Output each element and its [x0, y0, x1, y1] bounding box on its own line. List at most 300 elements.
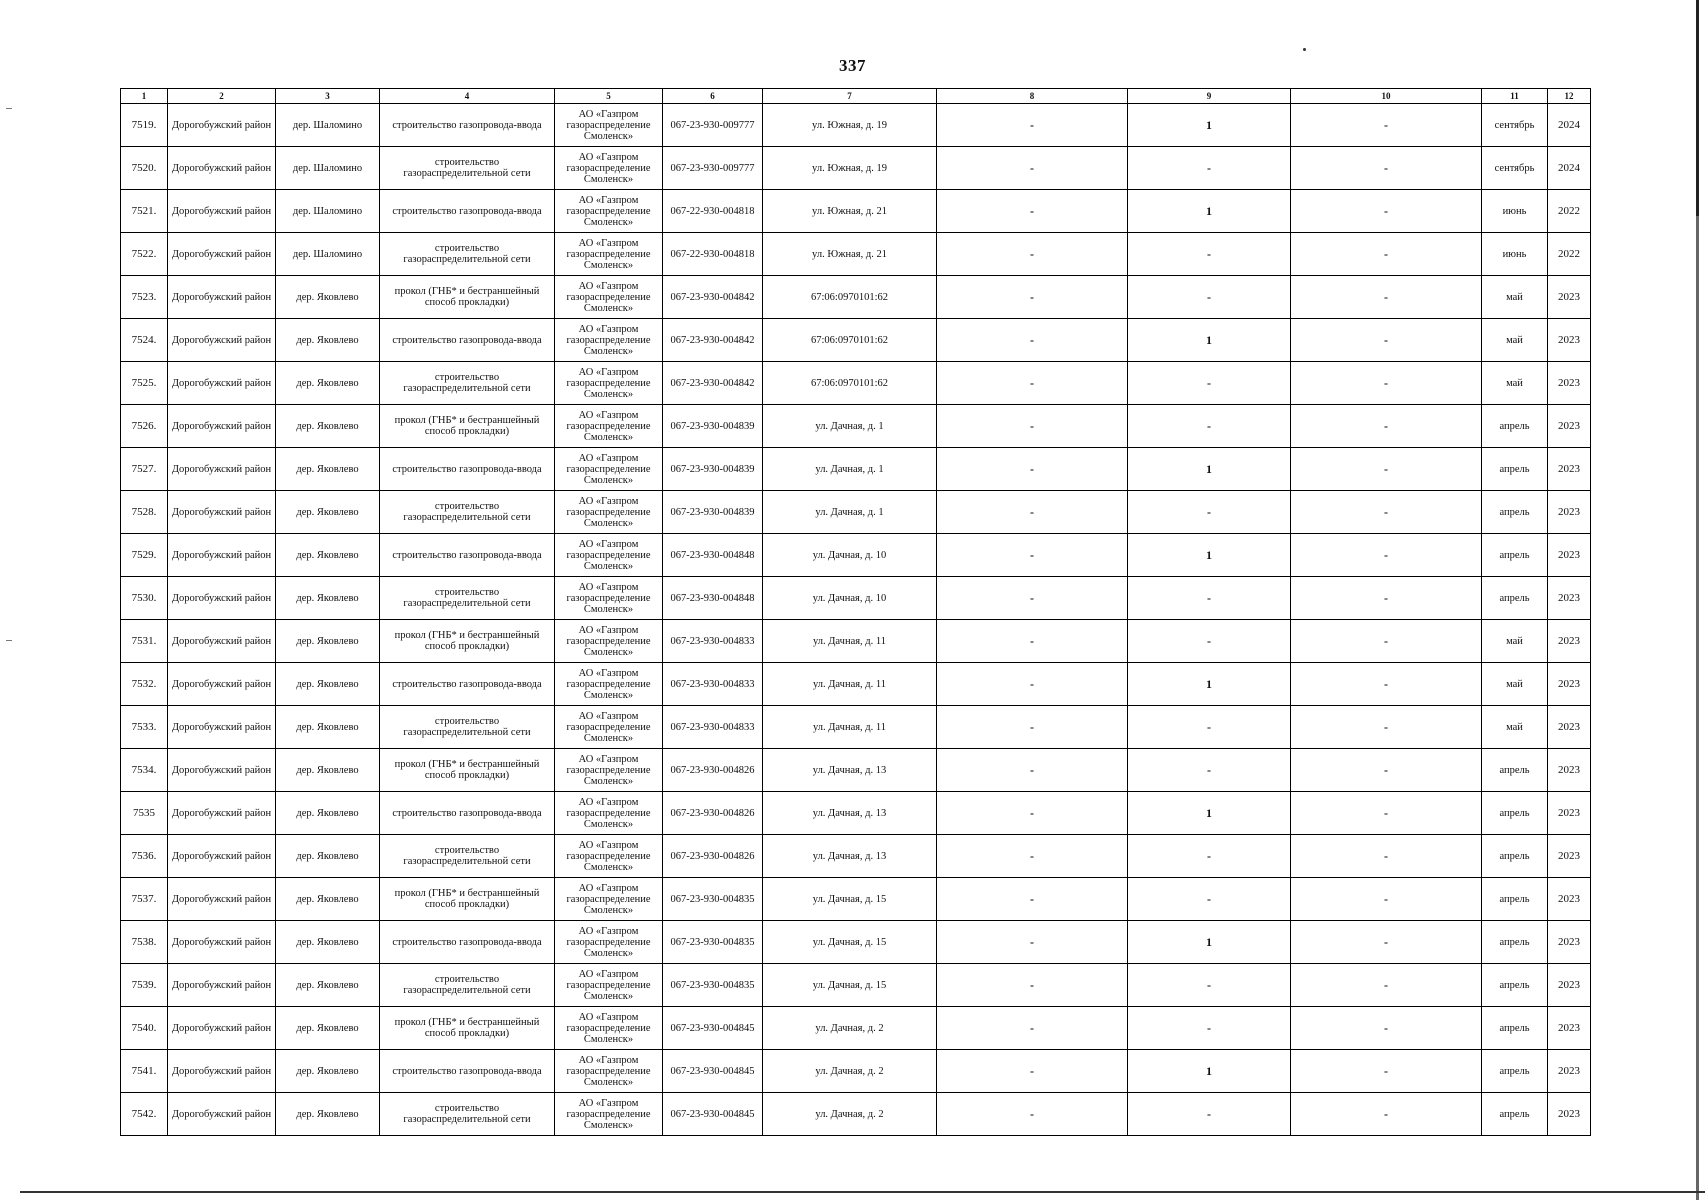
- district-cell: Дорогобужский район: [168, 835, 276, 878]
- year-cell: 2023: [1548, 319, 1591, 362]
- year-cell: 2023: [1548, 1007, 1591, 1050]
- month-cell: сентябрь: [1482, 104, 1548, 147]
- table-row: [121, 362, 1591, 405]
- work-type-cell: строительство газопровода-ввода: [380, 104, 555, 147]
- work-type-cell: строительство газораспределительной сети: [380, 1093, 555, 1136]
- column-header-7: 7: [763, 89, 937, 104]
- month-cell: апрель: [1482, 1007, 1548, 1050]
- application-number-cell: 067-23-930-004826: [663, 749, 763, 792]
- col-9-value-cell: -: [1128, 276, 1291, 319]
- organization-cell: АО «Газпром газораспределение Смоленск»: [555, 491, 663, 534]
- col-9-value-cell: 1: [1128, 534, 1291, 577]
- district-cell: Дорогобужский район: [168, 749, 276, 792]
- table-row: [121, 1093, 1591, 1136]
- month-cell: май: [1482, 663, 1548, 706]
- district-cell: Дорогобужский район: [168, 663, 276, 706]
- district-cell: Дорогобужский район: [168, 147, 276, 190]
- month-cell: апрель: [1482, 1093, 1548, 1136]
- table-row: [121, 190, 1591, 233]
- organization-cell: АО «Газпром газораспределение Смоленск»: [555, 577, 663, 620]
- organization-cell: АО «Газпром газораспределение Смоленск»: [555, 792, 663, 835]
- address-cell: ул. Дачная, д. 1: [763, 491, 937, 534]
- col-9-value-cell: -: [1128, 1093, 1291, 1136]
- work-type-cell: строительство газопровода-ввода: [380, 319, 555, 362]
- year-cell: 2023: [1548, 964, 1591, 1007]
- work-type-cell: строительство газораспределительной сети: [380, 964, 555, 1007]
- table-row: [121, 792, 1591, 835]
- col-10-value-cell: -: [1291, 964, 1482, 1007]
- col-8-value-cell: -: [937, 835, 1128, 878]
- year-cell: 2023: [1548, 921, 1591, 964]
- settlement-cell: дер. Яковлево: [276, 620, 380, 663]
- col-9-value-cell: -: [1128, 577, 1291, 620]
- work-type-cell: строительство газораспределительной сети: [380, 706, 555, 749]
- organization-cell: АО «Газпром газораспределение Смоленск»: [555, 104, 663, 147]
- table-row: [121, 620, 1591, 663]
- col-9-value-cell: -: [1128, 620, 1291, 663]
- col-10-value-cell: -: [1291, 534, 1482, 577]
- col-8-value-cell: -: [937, 878, 1128, 921]
- year-cell: 2023: [1548, 276, 1591, 319]
- address-cell: ул. Дачная, д. 10: [763, 534, 937, 577]
- district-cell: Дорогобужский район: [168, 362, 276, 405]
- year-cell: 2023: [1548, 835, 1591, 878]
- table-row: [121, 319, 1591, 362]
- year-cell: 2022: [1548, 190, 1591, 233]
- col-10-value-cell: -: [1291, 620, 1482, 663]
- column-header-10: 10: [1291, 89, 1482, 104]
- application-number-cell: 067-23-930-009777: [663, 104, 763, 147]
- address-cell: ул. Дачная, д. 11: [763, 663, 937, 706]
- col-10-value-cell: -: [1291, 405, 1482, 448]
- row-number-cell: 7539.: [121, 964, 168, 1007]
- col-8-value-cell: -: [937, 147, 1128, 190]
- organization-cell: АО «Газпром газораспределение Смоленск»: [555, 147, 663, 190]
- col-8-value-cell: -: [937, 448, 1128, 491]
- work-type-cell: строительство газопровода-ввода: [380, 792, 555, 835]
- row-number-cell: 7537.: [121, 878, 168, 921]
- col-9-value-cell: 1: [1128, 663, 1291, 706]
- table-row: [121, 878, 1591, 921]
- district-cell: Дорогобужский район: [168, 491, 276, 534]
- col-9-value-cell: -: [1128, 147, 1291, 190]
- application-number-cell: 067-23-930-004839: [663, 491, 763, 534]
- row-number-cell: 7528.: [121, 491, 168, 534]
- month-cell: апрель: [1482, 835, 1548, 878]
- organization-cell: АО «Газпром газораспределение Смоленск»: [555, 1093, 663, 1136]
- table-row: [121, 233, 1591, 276]
- col-9-value-cell: -: [1128, 964, 1291, 1007]
- month-cell: апрель: [1482, 448, 1548, 491]
- col-8-value-cell: -: [937, 491, 1128, 534]
- table-row: [121, 577, 1591, 620]
- year-cell: 2023: [1548, 491, 1591, 534]
- col-8-value-cell: -: [937, 104, 1128, 147]
- settlement-cell: дер. Яковлево: [276, 319, 380, 362]
- table-row: [121, 835, 1591, 878]
- work-type-cell: строительство газораспределительной сети: [380, 362, 555, 405]
- settlement-cell: дер. Яковлево: [276, 964, 380, 1007]
- organization-cell: АО «Газпром газораспределение Смоленск»: [555, 276, 663, 319]
- col-10-value-cell: -: [1291, 147, 1482, 190]
- district-cell: Дорогобужский район: [168, 1007, 276, 1050]
- table-row: [121, 706, 1591, 749]
- district-cell: Дорогобужский район: [168, 577, 276, 620]
- month-cell: апрель: [1482, 749, 1548, 792]
- col-8-value-cell: -: [937, 620, 1128, 663]
- address-cell: ул. Дачная, д. 13: [763, 792, 937, 835]
- col-8-value-cell: -: [937, 663, 1128, 706]
- settlement-cell: дер. Яковлево: [276, 706, 380, 749]
- settlement-cell: дер. Яковлево: [276, 835, 380, 878]
- row-number-cell: 7523.: [121, 276, 168, 319]
- row-number-cell: 7519.: [121, 104, 168, 147]
- organization-cell: АО «Газпром газораспределение Смоленск»: [555, 233, 663, 276]
- year-cell: 2024: [1548, 104, 1591, 147]
- col-10-value-cell: -: [1291, 706, 1482, 749]
- table-row: [121, 448, 1591, 491]
- work-type-cell: прокол (ГНБ* и бестраншейный способ прокладки): [380, 620, 555, 663]
- col-8-value-cell: -: [937, 362, 1128, 405]
- application-number-cell: 067-23-930-004833: [663, 620, 763, 663]
- row-number-cell: 7534.: [121, 749, 168, 792]
- settlement-cell: дер. Шаломино: [276, 233, 380, 276]
- col-10-value-cell: -: [1291, 104, 1482, 147]
- organization-cell: АО «Газпром газораспределение Смоленск»: [555, 405, 663, 448]
- organization-cell: АО «Газпром газораспределение Смоленск»: [555, 448, 663, 491]
- table-row: [121, 104, 1591, 147]
- col-10-value-cell: -: [1291, 1050, 1482, 1093]
- table-row: [121, 749, 1591, 792]
- month-cell: апрель: [1482, 405, 1548, 448]
- table-row: [121, 1050, 1591, 1093]
- organization-cell: АО «Газпром газораспределение Смоленск»: [555, 319, 663, 362]
- scan-left-mark: [6, 108, 12, 109]
- year-cell: 2023: [1548, 577, 1591, 620]
- table-row: [121, 663, 1591, 706]
- organization-cell: АО «Газпром газораспределение Смоленск»: [555, 835, 663, 878]
- year-cell: 2023: [1548, 362, 1591, 405]
- col-9-value-cell: 1: [1128, 104, 1291, 147]
- district-cell: Дорогобужский район: [168, 921, 276, 964]
- district-cell: Дорогобужский район: [168, 190, 276, 233]
- column-header-6: 6: [663, 89, 763, 104]
- column-header-8: 8: [937, 89, 1128, 104]
- row-number-cell: 7533.: [121, 706, 168, 749]
- settlement-cell: дер. Яковлево: [276, 1050, 380, 1093]
- work-type-cell: строительство газораспределительной сети: [380, 577, 555, 620]
- year-cell: 2023: [1548, 792, 1591, 835]
- col-10-value-cell: -: [1291, 362, 1482, 405]
- table-header: [121, 89, 1591, 104]
- address-cell: ул. Южная, д. 19: [763, 147, 937, 190]
- work-type-cell: прокол (ГНБ* и бестраншейный способ прокладки): [380, 1007, 555, 1050]
- column-header-1: 1: [121, 89, 168, 104]
- address-cell: ул. Южная, д. 21: [763, 190, 937, 233]
- col-8-value-cell: -: [937, 1093, 1128, 1136]
- organization-cell: АО «Газпром газораспределение Смоленск»: [555, 964, 663, 1007]
- year-cell: 2023: [1548, 749, 1591, 792]
- month-cell: май: [1482, 620, 1548, 663]
- row-number-cell: 7540.: [121, 1007, 168, 1050]
- work-type-cell: строительство газопровода-ввода: [380, 1050, 555, 1093]
- column-header-2: 2: [168, 89, 276, 104]
- work-type-cell: строительство газораспределительной сети: [380, 147, 555, 190]
- col-10-value-cell: -: [1291, 1093, 1482, 1136]
- row-number-cell: 7524.: [121, 319, 168, 362]
- col-9-value-cell: -: [1128, 362, 1291, 405]
- month-cell: сентябрь: [1482, 147, 1548, 190]
- work-type-cell: строительство газораспределительной сети: [380, 835, 555, 878]
- col-10-value-cell: -: [1291, 921, 1482, 964]
- col-8-value-cell: -: [937, 405, 1128, 448]
- address-cell: ул. Дачная, д. 11: [763, 620, 937, 663]
- district-cell: Дорогобужский район: [168, 104, 276, 147]
- application-number-cell: 067-23-930-004842: [663, 276, 763, 319]
- district-cell: Дорогобужский район: [168, 448, 276, 491]
- organization-cell: АО «Газпром газораспределение Смоленск»: [555, 878, 663, 921]
- application-number-cell: 067-23-930-004839: [663, 405, 763, 448]
- settlement-cell: дер. Яковлево: [276, 663, 380, 706]
- col-10-value-cell: -: [1291, 190, 1482, 233]
- col-10-value-cell: -: [1291, 233, 1482, 276]
- organization-cell: АО «Газпром газораспределение Смоленск»: [555, 749, 663, 792]
- application-number-cell: 067-23-930-004842: [663, 362, 763, 405]
- district-cell: Дорогобужский район: [168, 233, 276, 276]
- col-10-value-cell: -: [1291, 276, 1482, 319]
- col-10-value-cell: -: [1291, 448, 1482, 491]
- work-type-cell: строительство газопровода-ввода: [380, 921, 555, 964]
- settlement-cell: дер. Яковлево: [276, 792, 380, 835]
- row-number-cell: 7530.: [121, 577, 168, 620]
- month-cell: апрель: [1482, 964, 1548, 1007]
- col-10-value-cell: -: [1291, 663, 1482, 706]
- header-row: [121, 89, 1591, 104]
- row-number-cell: 7532.: [121, 663, 168, 706]
- settlement-cell: дер. Яковлево: [276, 921, 380, 964]
- district-cell: Дорогобужский район: [168, 792, 276, 835]
- col-10-value-cell: -: [1291, 749, 1482, 792]
- district-cell: Дорогобужский район: [168, 405, 276, 448]
- month-cell: апрель: [1482, 491, 1548, 534]
- column-header-11: 11: [1482, 89, 1548, 104]
- col-9-value-cell: 1: [1128, 319, 1291, 362]
- row-number-cell: 7520.: [121, 147, 168, 190]
- col-10-value-cell: -: [1291, 491, 1482, 534]
- organization-cell: АО «Газпром газораспределение Смоленск»: [555, 190, 663, 233]
- column-header-12: 12: [1548, 89, 1591, 104]
- col-9-value-cell: -: [1128, 835, 1291, 878]
- address-cell: ул. Южная, д. 19: [763, 104, 937, 147]
- settlement-cell: дер. Яковлево: [276, 362, 380, 405]
- address-cell: ул. Дачная, д. 15: [763, 921, 937, 964]
- col-10-value-cell: -: [1291, 835, 1482, 878]
- application-number-cell: 067-23-930-004835: [663, 964, 763, 1007]
- settlement-cell: дер. Яковлево: [276, 491, 380, 534]
- col-8-value-cell: -: [937, 190, 1128, 233]
- year-cell: 2023: [1548, 448, 1591, 491]
- col-9-value-cell: -: [1128, 1007, 1291, 1050]
- row-number-cell: 7536.: [121, 835, 168, 878]
- col-8-value-cell: -: [937, 577, 1128, 620]
- work-type-cell: прокол (ГНБ* и бестраншейный способ прокладки): [380, 405, 555, 448]
- month-cell: июнь: [1482, 190, 1548, 233]
- work-type-cell: строительство газопровода-ввода: [380, 663, 555, 706]
- row-number-cell: 7527.: [121, 448, 168, 491]
- district-cell: Дорогобужский район: [168, 319, 276, 362]
- address-cell: ул. Дачная, д. 13: [763, 835, 937, 878]
- table-row: [121, 964, 1591, 1007]
- address-cell: ул. Дачная, д. 11: [763, 706, 937, 749]
- organization-cell: АО «Газпром газораспределение Смоленск»: [555, 620, 663, 663]
- col-10-value-cell: -: [1291, 577, 1482, 620]
- organization-cell: АО «Газпром газораспределение Смоленск»: [555, 921, 663, 964]
- col-8-value-cell: -: [937, 964, 1128, 1007]
- work-type-cell: прокол (ГНБ* и бестраншейный способ прокладки): [380, 749, 555, 792]
- table-row: [121, 276, 1591, 319]
- year-cell: 2023: [1548, 405, 1591, 448]
- address-cell: ул. Дачная, д. 1: [763, 405, 937, 448]
- district-cell: Дорогобужский район: [168, 620, 276, 663]
- month-cell: май: [1482, 319, 1548, 362]
- application-number-cell: 067-23-930-004845: [663, 1093, 763, 1136]
- table-row: [121, 405, 1591, 448]
- settlement-cell: дер. Шаломино: [276, 147, 380, 190]
- address-cell: 67:06:0970101:62: [763, 276, 937, 319]
- address-cell: 67:06:0970101:62: [763, 362, 937, 405]
- settlement-cell: дер. Шаломино: [276, 190, 380, 233]
- row-number-cell: 7542.: [121, 1093, 168, 1136]
- scan-speck: [1303, 48, 1306, 51]
- month-cell: апрель: [1482, 792, 1548, 835]
- col-8-value-cell: -: [937, 233, 1128, 276]
- col-8-value-cell: -: [937, 1007, 1128, 1050]
- row-number-cell: 7522.: [121, 233, 168, 276]
- column-header-4: 4: [380, 89, 555, 104]
- month-cell: апрель: [1482, 878, 1548, 921]
- work-type-cell: прокол (ГНБ* и бестраншейный способ прокладки): [380, 276, 555, 319]
- col-8-value-cell: -: [937, 534, 1128, 577]
- district-cell: Дорогобужский район: [168, 878, 276, 921]
- col-9-value-cell: 1: [1128, 190, 1291, 233]
- month-cell: апрель: [1482, 534, 1548, 577]
- district-cell: Дорогобужский район: [168, 964, 276, 1007]
- application-number-cell: 067-23-930-004845: [663, 1050, 763, 1093]
- col-9-value-cell: -: [1128, 749, 1291, 792]
- year-cell: 2023: [1548, 1093, 1591, 1136]
- application-number-cell: 067-22-930-004818: [663, 190, 763, 233]
- settlement-cell: дер. Яковлево: [276, 1007, 380, 1050]
- scan-left-mark: [6, 640, 12, 641]
- application-number-cell: 067-23-930-004839: [663, 448, 763, 491]
- application-number-cell: 067-23-930-004826: [663, 835, 763, 878]
- settlement-cell: дер. Яковлево: [276, 1093, 380, 1136]
- address-cell: ул. Дачная, д. 2: [763, 1050, 937, 1093]
- address-cell: ул. Дачная, д. 1: [763, 448, 937, 491]
- row-number-cell: 7529.: [121, 534, 168, 577]
- col-9-value-cell: -: [1128, 706, 1291, 749]
- organization-cell: АО «Газпром газораспределение Смоленск»: [555, 534, 663, 577]
- row-number-cell: 7535: [121, 792, 168, 835]
- col-9-value-cell: 1: [1128, 792, 1291, 835]
- year-cell: 2023: [1548, 706, 1591, 749]
- column-header-5: 5: [555, 89, 663, 104]
- column-header-9: 9: [1128, 89, 1291, 104]
- page-number: 337: [839, 56, 866, 75]
- work-type-cell: строительство газопровода-ввода: [380, 534, 555, 577]
- year-cell: 2023: [1548, 1050, 1591, 1093]
- scan-bottom-rule: [20, 1191, 1705, 1193]
- settlement-cell: дер. Яковлево: [276, 878, 380, 921]
- district-cell: Дорогобужский район: [168, 706, 276, 749]
- work-type-cell: прокол (ГНБ* и бестраншейный способ прокладки): [380, 878, 555, 921]
- application-number-cell: 067-23-930-004835: [663, 878, 763, 921]
- address-cell: ул. Дачная, д. 2: [763, 1007, 937, 1050]
- address-cell: 67:06:0970101:62: [763, 319, 937, 362]
- application-number-cell: 067-23-930-004833: [663, 663, 763, 706]
- district-cell: Дорогобужский район: [168, 1093, 276, 1136]
- table-row: [121, 1007, 1591, 1050]
- month-cell: апрель: [1482, 1050, 1548, 1093]
- district-cell: Дорогобужский район: [168, 1050, 276, 1093]
- col-9-value-cell: -: [1128, 491, 1291, 534]
- work-type-cell: строительство газораспределительной сети: [380, 491, 555, 534]
- work-type-cell: строительство газопровода-ввода: [380, 448, 555, 491]
- organization-cell: АО «Газпром газораспределение Смоленск»: [555, 663, 663, 706]
- col-8-value-cell: -: [937, 921, 1128, 964]
- row-number-cell: 7531.: [121, 620, 168, 663]
- col-9-value-cell: -: [1128, 405, 1291, 448]
- table-row: [121, 147, 1591, 190]
- address-cell: ул. Дачная, д. 2: [763, 1093, 937, 1136]
- organization-cell: АО «Газпром газораспределение Смоленск»: [555, 1007, 663, 1050]
- settlement-cell: дер. Яковлево: [276, 405, 380, 448]
- organization-cell: АО «Газпром газораспределение Смоленск»: [555, 362, 663, 405]
- table-row: [121, 491, 1591, 534]
- col-9-value-cell: 1: [1128, 1050, 1291, 1093]
- year-cell: 2023: [1548, 534, 1591, 577]
- settlement-cell: дер. Яковлево: [276, 276, 380, 319]
- row-number-cell: 7521.: [121, 190, 168, 233]
- settlement-cell: дер. Шаломино: [276, 104, 380, 147]
- year-cell: 2022: [1548, 233, 1591, 276]
- application-number-cell: 067-23-930-004842: [663, 319, 763, 362]
- registry-table: [120, 88, 1591, 1136]
- col-8-value-cell: -: [937, 319, 1128, 362]
- application-number-cell: 067-23-930-004826: [663, 792, 763, 835]
- application-number-cell: 067-23-930-004845: [663, 1007, 763, 1050]
- district-cell: Дорогобужский район: [168, 276, 276, 319]
- col-8-value-cell: -: [937, 792, 1128, 835]
- settlement-cell: дер. Яковлево: [276, 534, 380, 577]
- col-10-value-cell: -: [1291, 878, 1482, 921]
- month-cell: май: [1482, 276, 1548, 319]
- settlement-cell: дер. Яковлево: [276, 749, 380, 792]
- month-cell: май: [1482, 362, 1548, 405]
- organization-cell: АО «Газпром газораспределение Смоленск»: [555, 1050, 663, 1093]
- col-9-value-cell: 1: [1128, 921, 1291, 964]
- year-cell: 2024: [1548, 147, 1591, 190]
- row-number-cell: 7526.: [121, 405, 168, 448]
- address-cell: ул. Дачная, д. 15: [763, 878, 937, 921]
- col-9-value-cell: -: [1128, 878, 1291, 921]
- col-10-value-cell: -: [1291, 319, 1482, 362]
- month-cell: май: [1482, 706, 1548, 749]
- table-row: [121, 921, 1591, 964]
- row-number-cell: 7538.: [121, 921, 168, 964]
- application-number-cell: 067-23-930-004833: [663, 706, 763, 749]
- application-number-cell: 067-23-930-004848: [663, 577, 763, 620]
